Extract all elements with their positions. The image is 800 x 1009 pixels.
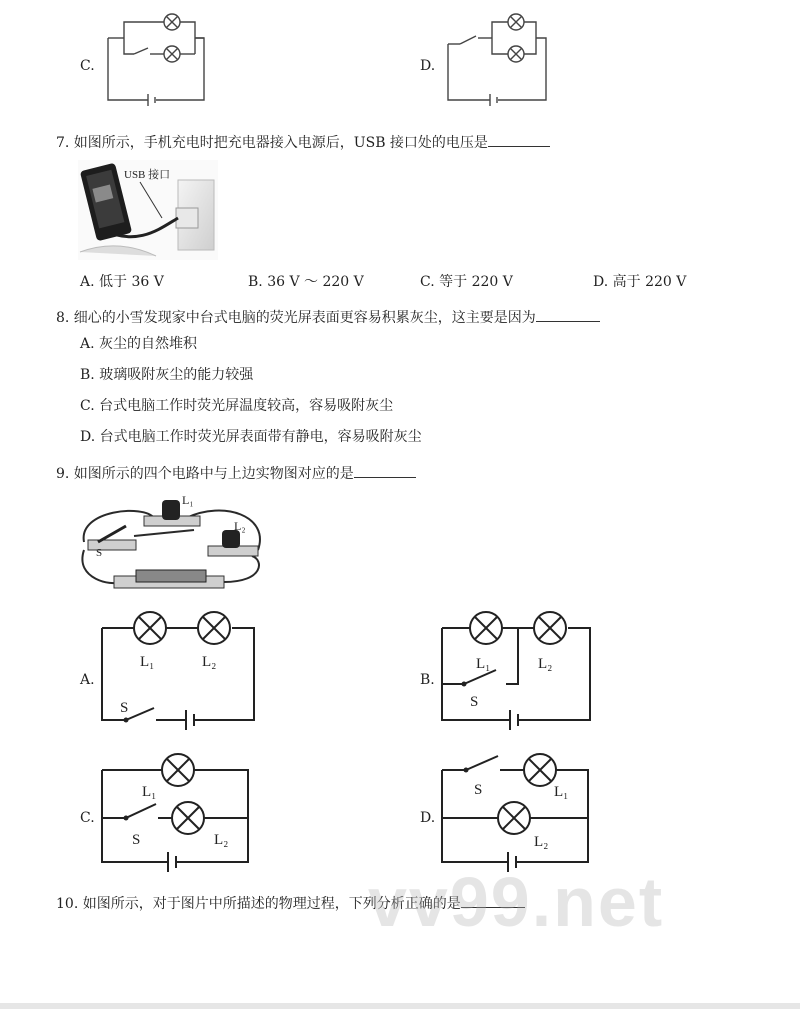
q7-phone-charger-image — [78, 160, 218, 260]
a-label-s: S — [120, 700, 129, 716]
q6-option-c-label: C. — [80, 58, 95, 74]
d-label-l1: L₁ — [554, 784, 569, 800]
q7-question-text: 7. 如图所示，手机充电时把充电器接入电源后，USB 接口处的电压是 — [56, 135, 488, 151]
c-label-l1: L₁ — [142, 784, 157, 800]
q7-option-b: B. 36 V ～ 220 V — [248, 274, 364, 290]
photo-label-l2: L₂ — [234, 519, 246, 533]
a-label-l2: L₂ — [202, 654, 217, 670]
q9-option-c-label: C. — [80, 810, 95, 826]
c-label-l2: L₂ — [214, 832, 229, 848]
q7-usb-label: USB 接口 — [124, 169, 171, 181]
page-bottom-edge — [0, 1003, 800, 1009]
q6-circuit-d — [440, 8, 560, 108]
q7-question — [56, 132, 550, 152]
b-label-l2: L₂ — [538, 656, 553, 672]
q7-answer-blank — [488, 132, 550, 147]
q9-question-text: 9. 如图所示的四个电路中与上边实物图对应的是 — [56, 466, 354, 482]
a-label-l1: L₁ — [140, 654, 155, 670]
q9-circuit-a — [96, 610, 266, 735]
q8-option-d: D. 台式电脑工作时荧光屏表面带有静电，容易吸附灰尘 — [80, 429, 422, 445]
q10-question-text: 10. 如图所示，对于图片中所描述的物理过程，下列分析正确的是 — [56, 896, 461, 912]
q9-circuit-c — [96, 748, 266, 878]
q9-option-a-label: A. — [80, 672, 95, 688]
q7-option-c: C. 等于 220 V — [420, 274, 513, 290]
q6-circuit-c — [100, 8, 220, 108]
q6-option-d-label: D. — [420, 58, 436, 74]
q7-option-a: A. 低于 36 V — [80, 274, 164, 290]
photo-label-l1: L₁ — [182, 493, 194, 507]
q9-physical-circuit-image — [74, 490, 264, 605]
q8-question-text: 8. 细心的小雪发现家中台式电脑的荧光屏表面更容易积累灰尘，这主要是因为 — [56, 310, 536, 326]
q7-option-d: D. 高于 220 V — [593, 274, 687, 290]
q8-option-c: C. 台式电脑工作时荧光屏温度较高，容易吸附灰尘 — [80, 398, 394, 414]
q9-option-d-label: D. — [420, 810, 436, 826]
q9-answer-blank — [354, 463, 416, 478]
q8-answer-blank — [536, 307, 600, 322]
b-label-l1: L₁ — [476, 656, 491, 672]
c-label-s: S — [132, 832, 141, 848]
q9-circuit-b — [436, 608, 606, 738]
watermark: vv99.net — [368, 863, 665, 941]
d-label-l2: L₂ — [534, 834, 549, 850]
q9-option-b-label: B. — [420, 672, 435, 688]
b-label-s: S — [470, 694, 479, 710]
q9-circuit-d — [436, 748, 606, 878]
d-label-s: S — [474, 782, 483, 798]
q9-question — [56, 463, 416, 483]
q8-question — [56, 307, 600, 327]
q8-option-a: A. 灰尘的自然堆积 — [80, 336, 198, 352]
lamp-l1-bulb — [162, 500, 180, 520]
battery-cells — [136, 570, 206, 582]
photo-label-s: S — [96, 547, 103, 559]
q8-option-b: B. 玻璃吸附灰尘的能力较强 — [80, 367, 254, 383]
